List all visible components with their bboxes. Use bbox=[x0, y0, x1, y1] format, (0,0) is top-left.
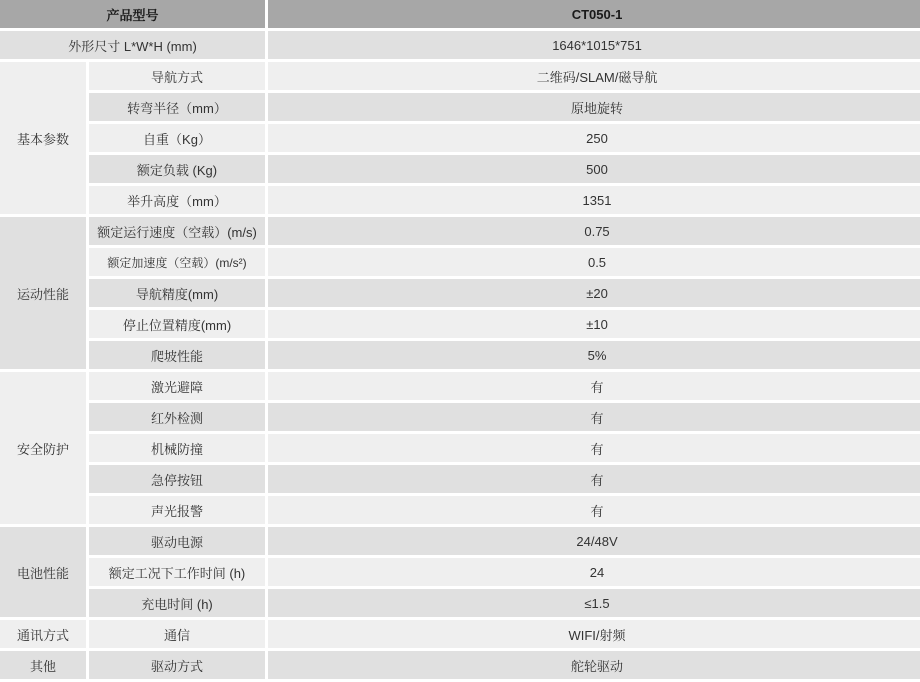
spec-label-cell: 驱动电源 bbox=[89, 527, 265, 555]
spec-label-cell: 驱动方式 bbox=[89, 651, 265, 679]
table-row bbox=[0, 279, 920, 307]
spec-value-cell: 250 bbox=[268, 124, 920, 152]
table-row bbox=[0, 527, 920, 555]
table-row bbox=[0, 372, 920, 400]
spec-label-cell: 红外检测 bbox=[89, 403, 265, 431]
spec-label-cell: 额定工况下工作时间 (h) bbox=[89, 558, 265, 586]
spec-value-cell: 二维码/SLAM/磁导航 bbox=[268, 62, 920, 90]
spec-label-cell: 额定负载 (Kg) bbox=[89, 155, 265, 183]
table-row bbox=[0, 93, 920, 121]
spec-value-cell: ≤1.5 bbox=[268, 589, 920, 617]
spec-value-cell: 1646*1015*751 bbox=[268, 31, 920, 59]
model-header-label: 产品型号 bbox=[0, 0, 265, 28]
spec-value-cell: ±10 bbox=[268, 310, 920, 338]
table-row bbox=[0, 310, 920, 338]
table-row bbox=[0, 155, 920, 183]
table-row bbox=[0, 620, 920, 648]
table-row bbox=[0, 248, 920, 276]
spec-value-cell: 有 bbox=[268, 465, 920, 493]
spec-value-cell: 有 bbox=[268, 403, 920, 431]
model-header-value: CT050-1 bbox=[268, 0, 920, 28]
spec-value-cell: 0.75 bbox=[268, 217, 920, 245]
spec-value-cell: 0.5 bbox=[268, 248, 920, 276]
table-row bbox=[0, 434, 920, 462]
spec-group-cell: 通讯方式 bbox=[0, 620, 86, 648]
table-row bbox=[0, 465, 920, 493]
spec-label-cell: 额定加速度（空载）(m/s²) bbox=[89, 248, 265, 276]
spec-value-cell: 1351 bbox=[268, 186, 920, 214]
spec-group-cell: 电池性能 bbox=[0, 527, 86, 617]
table-row bbox=[0, 31, 920, 59]
table-row bbox=[0, 403, 920, 431]
spec-value-cell: WIFI/射频 bbox=[268, 620, 920, 648]
spec-label-cell: 外形尺寸 L*W*H (mm) bbox=[0, 31, 265, 59]
spec-group-cell: 运动性能 bbox=[0, 217, 86, 369]
table-row bbox=[0, 651, 920, 679]
spec-label-cell: 导航方式 bbox=[89, 62, 265, 90]
spec-value-cell: 24/48V bbox=[268, 527, 920, 555]
spec-label-cell: 声光报警 bbox=[89, 496, 265, 524]
spec-group-cell: 安全防护 bbox=[0, 372, 86, 524]
spec-label-cell: 爬坡性能 bbox=[89, 341, 265, 369]
spec-label-cell: 举升高度（mm） bbox=[89, 186, 265, 214]
spec-group-cell: 其他 bbox=[0, 651, 86, 679]
table-row bbox=[0, 0, 920, 28]
spec-label-cell: 充电时间 (h) bbox=[89, 589, 265, 617]
spec-label-cell: 自重（Kg） bbox=[89, 124, 265, 152]
table-row bbox=[0, 186, 920, 214]
spec-label-cell: 转弯半径（mm） bbox=[89, 93, 265, 121]
table-row bbox=[0, 496, 920, 524]
table-row bbox=[0, 62, 920, 90]
spec-value-cell: 原地旋转 bbox=[268, 93, 920, 121]
spec-value-cell: 有 bbox=[268, 434, 920, 462]
spec-value-cell: 有 bbox=[268, 372, 920, 400]
spec-label-cell: 导航精度(mm) bbox=[89, 279, 265, 307]
spec-label-cell: 激光避障 bbox=[89, 372, 265, 400]
table-row bbox=[0, 217, 920, 245]
spec-label-cell: 额定运行速度（空载）(m/s) bbox=[89, 217, 265, 245]
spec-value-cell: 5% bbox=[268, 341, 920, 369]
spec-value-cell: ±20 bbox=[268, 279, 920, 307]
spec-value-cell: 舵轮驱动 bbox=[268, 651, 920, 679]
spec-value-cell: 500 bbox=[268, 155, 920, 183]
spec-label-cell: 机械防撞 bbox=[89, 434, 265, 462]
table-row bbox=[0, 589, 920, 617]
spec-label-cell: 停止位置精度(mm) bbox=[89, 310, 265, 338]
spec-label-cell: 通信 bbox=[89, 620, 265, 648]
table-row bbox=[0, 341, 920, 369]
spec-value-cell: 有 bbox=[268, 496, 920, 524]
table-row bbox=[0, 124, 920, 152]
spec-value-cell: 24 bbox=[268, 558, 920, 586]
spec-label-cell: 急停按钮 bbox=[89, 465, 265, 493]
table-row bbox=[0, 558, 920, 586]
spec-group-cell: 基本参数 bbox=[0, 62, 86, 214]
